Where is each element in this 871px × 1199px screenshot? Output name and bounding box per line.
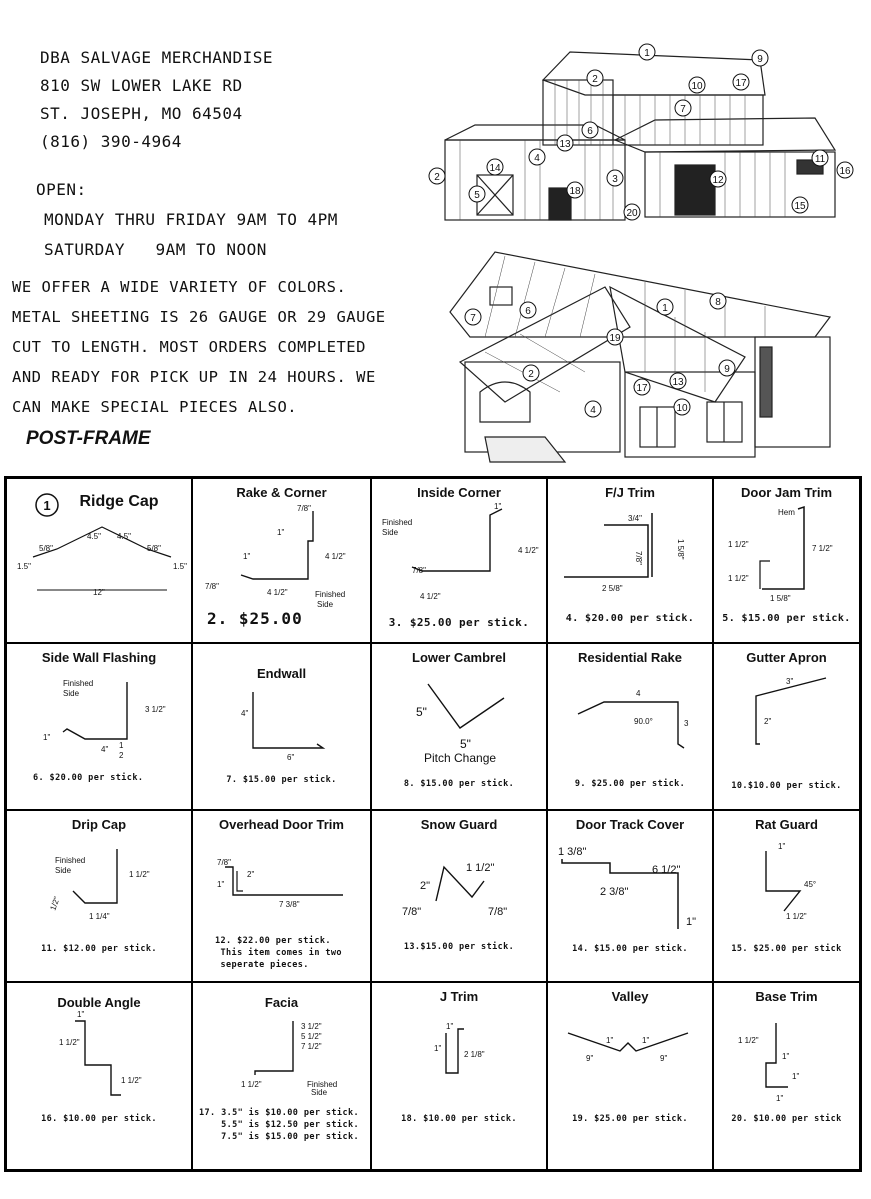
- dim-label: Pitch Change: [424, 751, 497, 765]
- callout-number: 5: [474, 190, 480, 201]
- callout-number: 3: [612, 174, 618, 185]
- dim-label: 1": [778, 842, 786, 851]
- product-price: 8. $15.00 per stick.: [403, 779, 515, 789]
- callout-number: 10: [676, 403, 688, 414]
- product-title: Inside Corner: [417, 485, 501, 500]
- callout-number: 14: [489, 163, 501, 174]
- dim-label: 7/8": [488, 906, 508, 918]
- callout-number: 17: [636, 383, 648, 394]
- product-rat-guard: [714, 811, 859, 983]
- callout-number: 9: [757, 54, 763, 65]
- callout-number: 13: [672, 377, 684, 388]
- dim-label: 3: [684, 719, 689, 728]
- product-price: 11. $12.00 per stick.: [41, 944, 157, 954]
- product-endwall: [193, 644, 372, 811]
- callout-number: 8: [715, 297, 721, 308]
- dim-label: 1 1/2": [738, 1036, 759, 1045]
- callout-number: 9: [724, 364, 730, 375]
- product-title: Base Trim: [755, 989, 818, 1004]
- dim-label: 1": [434, 1044, 442, 1053]
- product-j-trim: [372, 983, 548, 1169]
- product-double-angle: [7, 983, 193, 1169]
- dim-label: 1 1/2": [59, 1038, 80, 1047]
- callout-number: 1: [644, 48, 650, 59]
- callout-number: 18: [569, 186, 581, 197]
- product-rake-corner: [193, 479, 372, 644]
- callout-number: 17: [735, 78, 747, 89]
- callout-number: 4: [590, 405, 596, 416]
- dim-label: Side: [311, 1088, 328, 1097]
- dim-label: 1 1/4": [89, 912, 110, 921]
- callout-number: 19: [609, 333, 621, 344]
- offer-line: CAN MAKE SPECIAL PIECES ALSO.: [12, 398, 298, 416]
- dim-label: 1 1/2": [728, 540, 749, 549]
- dim-label: 3/4": [628, 514, 642, 523]
- product-gutter-apron: [714, 644, 859, 811]
- dim-label: Finished: [382, 518, 413, 527]
- product-price: 4. $20.00 per stick.: [565, 613, 695, 624]
- dim-label: 1": [77, 1010, 85, 1019]
- dim-label: 1": [642, 1036, 650, 1045]
- dim-label: 7/8": [205, 582, 219, 591]
- dim-label: 4 1/2": [267, 588, 288, 597]
- product-title: Rake & Corner: [236, 485, 327, 500]
- dim-label: 1 1/2": [728, 574, 749, 583]
- product-title: Door Jam Trim: [740, 485, 833, 500]
- barn-illustration: [425, 40, 865, 225]
- dim-label: 3 1/2": [145, 705, 166, 714]
- callout-number: 11: [814, 154, 826, 165]
- dim-label: 1": [606, 1036, 614, 1045]
- product-price: 6. $20.00 per stick.: [33, 773, 144, 783]
- dim-label: 1 5/8": [676, 539, 685, 560]
- product-residential-rake: [548, 644, 714, 811]
- business-street: 810 SW LOWER LAKE RD: [40, 76, 243, 95]
- dim-label: Finished: [315, 590, 346, 599]
- dim-label: 2 3/8": [600, 886, 629, 898]
- dim-label: 7/8": [297, 504, 311, 513]
- dim-label: 1": [782, 1052, 790, 1061]
- business-address: [40, 44, 273, 156]
- dim-label: 5": [460, 737, 471, 751]
- callout-number: 4: [534, 153, 540, 164]
- callout-number: 6: [525, 306, 531, 317]
- offer-line: WE OFFER A WIDE VARIETY OF COLORS.: [12, 278, 347, 296]
- product-door-jam-trim: [714, 479, 859, 644]
- dim-label: 7/8": [634, 551, 643, 565]
- product-title: Ridge Cap: [79, 493, 159, 510]
- dim-label: Hem: [778, 508, 795, 517]
- product-title: Overhead Door Trim: [219, 817, 344, 832]
- barn-callouts: [429, 44, 853, 220]
- dim-label: 5/8": [147, 544, 161, 553]
- dim-label: Finished: [63, 679, 94, 688]
- callout-number: 15: [794, 201, 806, 212]
- product-title: Endwall: [256, 666, 307, 681]
- dim-label: 1.5": [17, 562, 31, 571]
- dim-label: 1 1/2": [129, 870, 150, 879]
- dim-label: 1": [446, 1022, 454, 1031]
- dim-label: Side: [382, 528, 399, 537]
- dim-label: 4 1/2": [325, 552, 346, 561]
- dim-label: 1": [776, 1094, 784, 1103]
- product-title: Double Angle: [57, 995, 141, 1010]
- house-illustration: [445, 242, 840, 470]
- dim-label: Finished: [307, 1080, 338, 1089]
- product-title: Residential Rake: [577, 650, 683, 665]
- offer-line: METAL SHEETING IS 26 GAUGE OR 29 GAUGE: [12, 308, 386, 326]
- product-ridge-cap: [7, 479, 193, 644]
- dim-label: 1": [277, 528, 285, 537]
- dim-label: 1": [217, 880, 225, 889]
- dim-label: 5/8": [39, 544, 53, 553]
- dim-label: 9": [586, 1054, 594, 1063]
- product-price: 7. $15.00 per stick.: [226, 775, 337, 785]
- dim-label: Side: [63, 689, 80, 698]
- product-drip-cap: [7, 811, 193, 983]
- business-hours: [36, 175, 338, 265]
- product-title: Gutter Apron: [746, 650, 827, 665]
- product-base-trim: [714, 983, 859, 1169]
- dim-label: 1": [686, 916, 697, 928]
- product-title: Facia: [264, 995, 299, 1010]
- product-side-wall-flashing: [7, 644, 193, 811]
- callout-number: 7: [680, 104, 686, 115]
- callout-number: 12: [712, 175, 724, 186]
- product-price: 19. $25.00 per stick.: [572, 1114, 688, 1124]
- callout-number: 2: [592, 74, 598, 85]
- dim-label: 6": [287, 753, 295, 762]
- dim-label: 4 1/2": [420, 592, 441, 601]
- dim-label: 2 5/8": [602, 584, 623, 593]
- dim-label: 4": [101, 745, 109, 754]
- dim-label: 7/8": [217, 858, 231, 867]
- dim-label: Side: [55, 866, 72, 875]
- product-price: 5. $15.00 per stick.: [722, 613, 851, 624]
- product-price: 18. $10.00 per stick.: [401, 1114, 517, 1124]
- dim-label: 2": [420, 880, 431, 892]
- product-price: 10.$10.00 per stick.: [731, 781, 842, 791]
- dim-label: 2": [247, 870, 255, 879]
- dim-label: 1 1/2": [241, 1080, 262, 1089]
- dim-label: 1": [43, 733, 51, 742]
- dim-label: 6 1/2": [652, 864, 681, 876]
- dim-label: 1": [243, 552, 251, 561]
- dim-label: 4: [636, 689, 641, 698]
- dim-label: 4.5": [87, 532, 101, 541]
- callout-number: 13: [559, 139, 571, 150]
- product-title: Side Wall Flashing: [41, 650, 157, 665]
- dim-label: 90.0°: [634, 717, 653, 726]
- product-facia: [193, 983, 372, 1169]
- dim-label: 7 3/8": [279, 900, 300, 909]
- dim-label: 1 1/2": [786, 912, 807, 921]
- offer-text: [12, 272, 386, 422]
- product-title: Snow Guard: [420, 817, 498, 832]
- product-price: 14. $15.00 per stick.: [572, 944, 688, 954]
- dim-label: Side: [317, 600, 334, 609]
- product-title: Lower Cambrel: [412, 650, 506, 665]
- callout-number: 2: [528, 369, 534, 380]
- product-price: 20. $10.00 per stick: [731, 1114, 842, 1124]
- hours-label: OPEN:: [36, 180, 87, 199]
- product-title: Drip Cap: [71, 817, 127, 832]
- dim-label: 2 1/8": [464, 1050, 485, 1059]
- dim-label: 9": [660, 1054, 668, 1063]
- business-phone: (816) 390-4964: [40, 132, 182, 151]
- dim-label: 2": [764, 717, 772, 726]
- dim-label: Finished: [55, 856, 86, 865]
- dim-label: 5 1/2": [301, 1032, 322, 1041]
- dim-label: 1: [119, 741, 124, 750]
- house-callouts: [465, 293, 735, 417]
- dim-label: 7/8": [402, 906, 422, 918]
- product-overhead-door-trim: [193, 811, 372, 983]
- product-title: Door Track Cover: [575, 817, 685, 832]
- dim-label: 3": [786, 677, 794, 686]
- product-title: J Trim: [439, 989, 479, 1004]
- hours-weekday: MONDAY THRU FRIDAY 9AM TO 4PM: [44, 210, 338, 229]
- dim-label: 1 3/8": [558, 846, 587, 858]
- dim-label: 5": [416, 705, 427, 719]
- dim-label: 2: [119, 751, 124, 760]
- business-name: DBA SALVAGE MERCHANDISE: [40, 48, 274, 67]
- product-price: 13.$15.00 per stick.: [403, 942, 515, 952]
- dim-label: 1": [494, 502, 502, 511]
- product-price: 9. $25.00 per stick.: [574, 779, 686, 789]
- product-price: 2. $25.00: [207, 609, 303, 628]
- product-price: 15. $25.00 per stick: [731, 944, 842, 954]
- dim-label: 1/2": [48, 895, 62, 912]
- offer-line: AND READY FOR PICK UP IN 24 HOURS. WE: [12, 368, 376, 386]
- dim-label: 1 5/8": [770, 594, 791, 603]
- dim-label: 12": [93, 588, 105, 597]
- product-price: 16. $10.00 per stick.: [41, 1114, 157, 1124]
- callout-number: 20: [626, 208, 638, 219]
- product-snow-guard: [372, 811, 548, 983]
- dim-label: 45°: [804, 880, 817, 889]
- dim-label: 7/8": [412, 566, 426, 575]
- offer-line: CUT TO LENGTH. MOST ORDERS COMPLETED: [12, 338, 366, 356]
- product-inside-corner: [372, 479, 548, 644]
- callout-number: 7: [470, 313, 476, 324]
- product-lower-cambrel: [372, 644, 548, 811]
- product-door-track-cover: [548, 811, 714, 983]
- callout-number: 16: [839, 166, 851, 177]
- business-city: ST. JOSEPH, MO 64504: [40, 104, 243, 123]
- dim-label: 1": [792, 1072, 800, 1081]
- product-price: 12. $22.00 per stick. This item comes in two seperate pieces.: [215, 936, 342, 970]
- callout-number: 10: [691, 81, 703, 92]
- product-title: F/J Trim: [605, 485, 655, 500]
- product-number: 1: [43, 498, 51, 513]
- dim-label: 1 1/2": [121, 1076, 142, 1085]
- hours-saturday: SATURDAY 9AM TO NOON: [44, 240, 267, 259]
- callout-number: 1: [662, 303, 668, 314]
- section-label: POST-FRAME: [26, 428, 151, 449]
- dim-label: 4 1/2": [518, 546, 539, 555]
- callout-number: 2: [434, 172, 440, 183]
- product-valley: [548, 983, 714, 1169]
- dim-label: 1 1/2": [466, 862, 495, 874]
- product-price: 17. 3.5" is $10.00 per stick. 5.5" is $12.50 per stick. 7.5" is $15.00 per stick.: [199, 1108, 360, 1142]
- product-title: Valley: [611, 989, 649, 1004]
- product-title: Rat Guard: [755, 817, 818, 832]
- product-grid: [4, 476, 862, 1172]
- dim-label: 4.5": [117, 532, 131, 541]
- dim-label: 7 1/2": [812, 544, 833, 553]
- dim-label: 3 1/2": [301, 1022, 322, 1031]
- callout-number: 6: [587, 126, 593, 137]
- dim-label: 1.5": [173, 562, 187, 571]
- dim-label: 7 1/2": [301, 1042, 322, 1051]
- product-fj-trim: [548, 479, 714, 644]
- dim-label: 4": [241, 709, 249, 718]
- product-price: 3. $25.00 per stick.: [388, 616, 530, 629]
